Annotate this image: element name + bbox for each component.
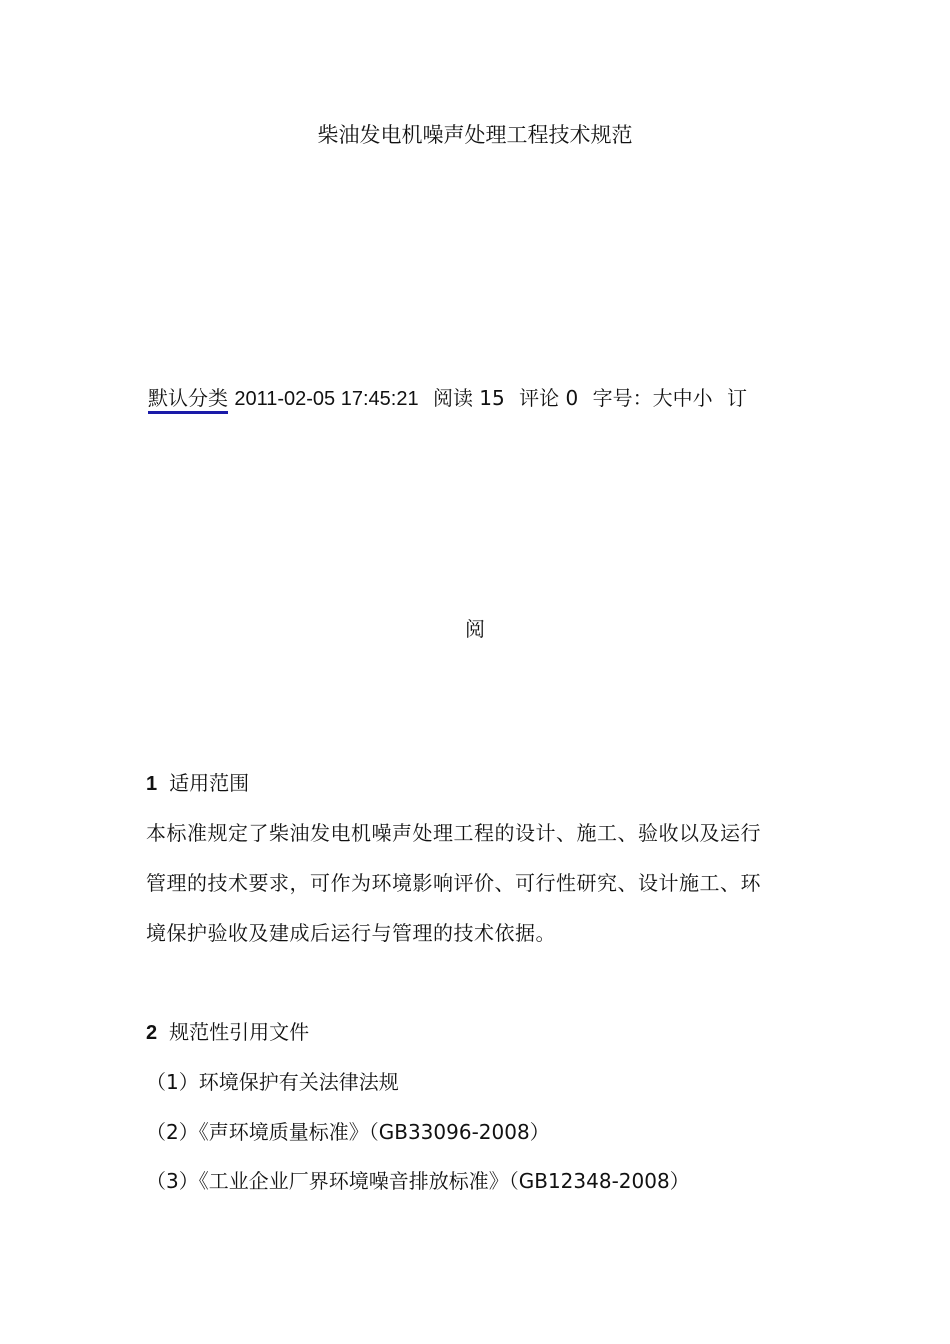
section-1-line-1: 本标准规定了柴油发电机噪声处理工程的设计、施工、验收以及运行 bbox=[146, 821, 761, 845]
section-1-number: 1 bbox=[146, 773, 158, 795]
read-count: 阅读 15 bbox=[432, 386, 505, 410]
reference-item-3: （3）《工业企业厂界环境噪音排放标准》（GB12348-2008） bbox=[146, 1169, 690, 1193]
section-2-number: 2 bbox=[146, 1022, 158, 1044]
post-meta bbox=[148, 383, 755, 414]
reference-item-2: （2）《声环境质量标准》（GB33096-2008） bbox=[146, 1120, 550, 1144]
section-1-title: 适用范围 bbox=[169, 771, 250, 795]
section-1-line-2: 管理的技术要求，可作为环境影响评价、可行性研究、设计施工、环 bbox=[146, 871, 761, 895]
section-1-line-3: 境保护验收及建成后运行与管理的技术依据。 bbox=[146, 921, 556, 945]
section-2-title: 规范性引用文件 bbox=[169, 1020, 310, 1044]
font-size-selector[interactable]: 字号：大中小 bbox=[592, 386, 713, 410]
post-datetime: 2011-02-05 17:45:21 bbox=[234, 388, 419, 410]
subscribe-link-part2[interactable]: 阅 bbox=[465, 617, 485, 641]
category-link[interactable]: 默认分类 bbox=[148, 386, 228, 414]
reference-item-1: （1）环境保护有关法律法规 bbox=[146, 1070, 399, 1094]
subscribe-link-part1[interactable]: 订 bbox=[726, 386, 747, 410]
comment-count[interactable]: 评论 0 bbox=[519, 386, 579, 410]
section-1-heading bbox=[146, 768, 249, 799]
document-title: 柴油发电机噪声处理工程技术规范 bbox=[317, 123, 633, 147]
section-2-heading bbox=[146, 1017, 309, 1048]
